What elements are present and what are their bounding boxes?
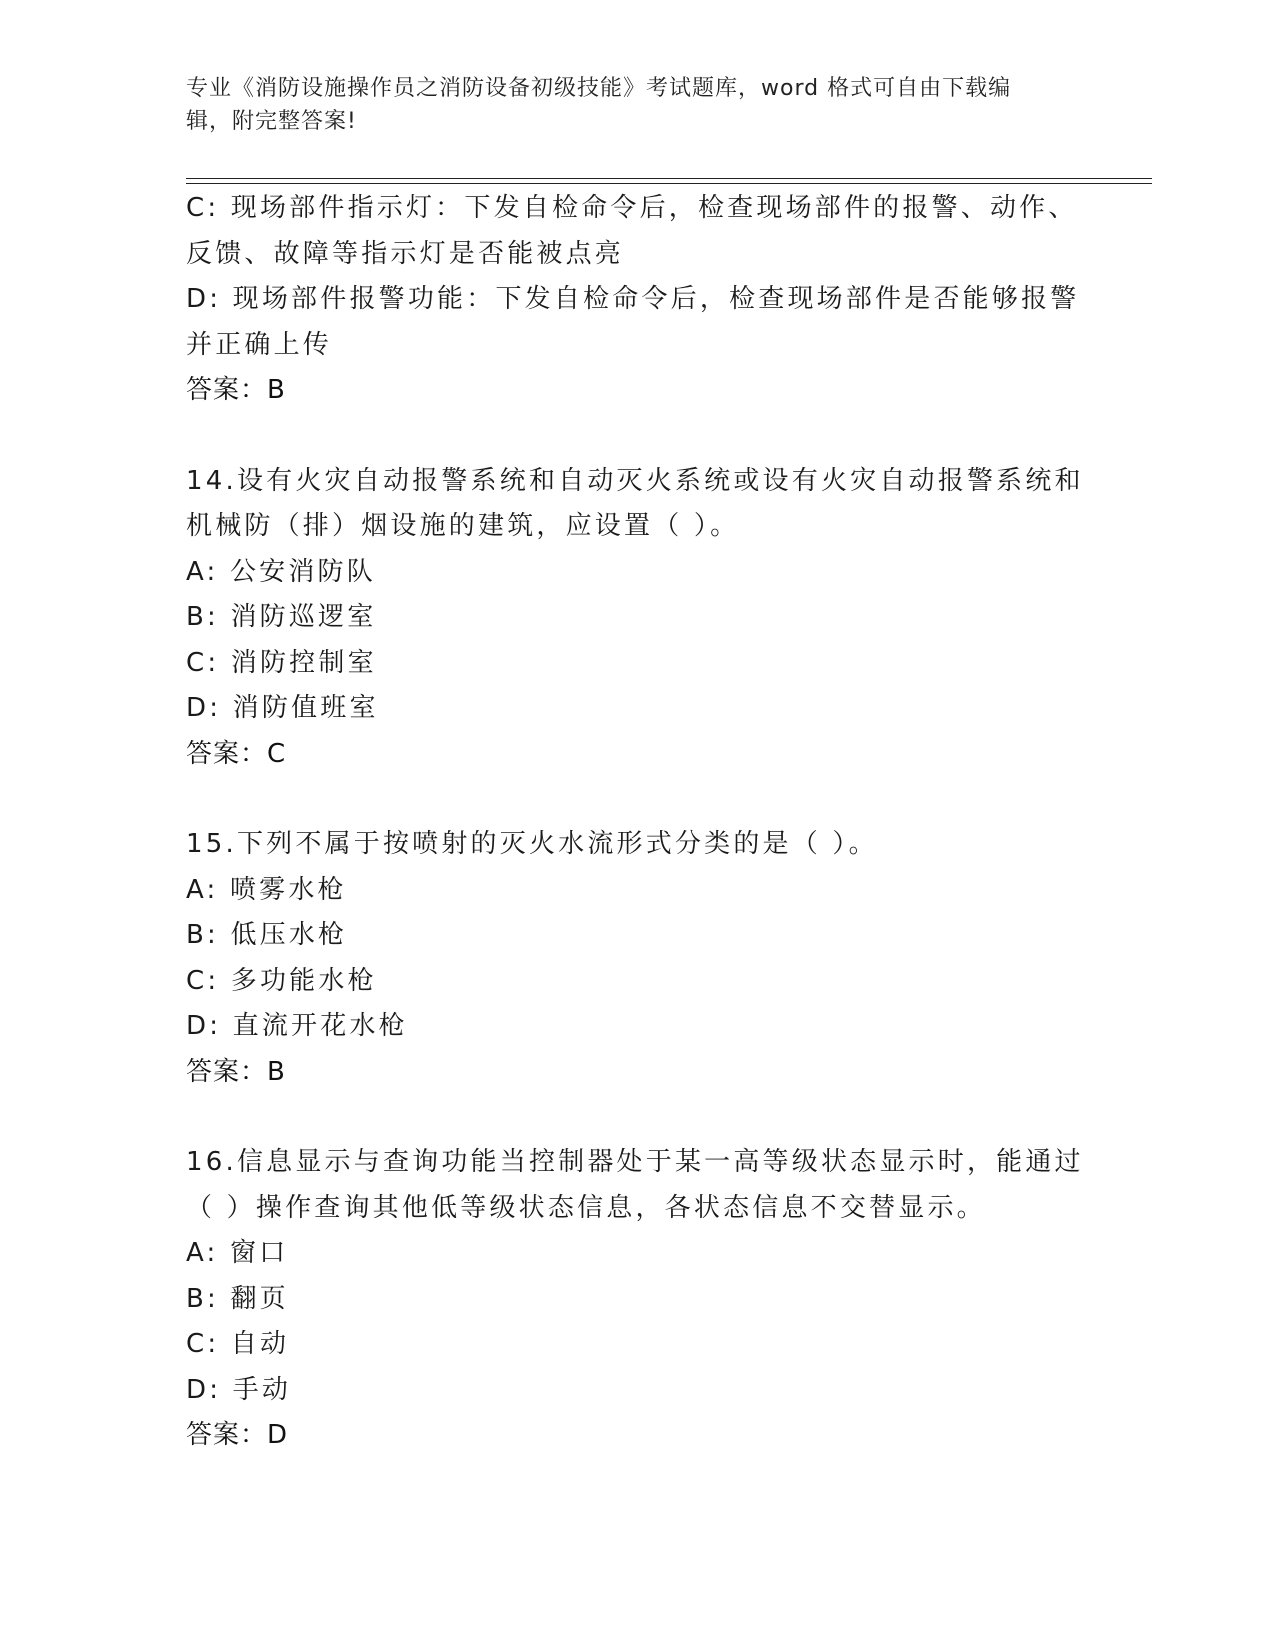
option-b: B: 低压水枪 — [186, 920, 348, 950]
spacer — [186, 414, 1086, 459]
option-d: D: 手动 — [186, 1374, 292, 1405]
question-stem-line-2: （ ）操作查询其他低等级状态信息，各状态信息不交替显示。 — [186, 1192, 986, 1223]
answer: 答案：C — [186, 738, 287, 769]
option-d-line-1: D: 现场部件报警功能：下发自检命令后，检查现场部件是否能够报警 — [186, 284, 1080, 314]
option-d: D: 消防值班室 — [186, 693, 379, 723]
spacer — [186, 777, 1086, 822]
question-stem-line-2: 机械防（排）烟设施的建筑，应设置（ ）。 — [186, 511, 740, 541]
option-d-line-2: 并正确上传 — [186, 329, 333, 360]
answer: 答案：B — [186, 1056, 286, 1087]
option-c: C: 自动 — [186, 1329, 290, 1359]
question-stem-line-1: 16.信息显示与查询功能当控制器处于某一高等级状态显示时，能通过 — [186, 1147, 1084, 1177]
option-c-line-1: C: 现场部件指示灯：下发自检命令后，检查现场部件的报警、动作、 — [186, 193, 1078, 223]
option-a: A: 喷雾水枪 — [186, 874, 347, 905]
header-rule-top — [186, 178, 1152, 179]
document-header — [186, 72, 1066, 138]
question-stem-line-1: 14.设有火灾自动报警系统和自动灭火系统或设有火灾自动报警系统和 — [186, 465, 1084, 496]
question-15 — [186, 822, 1086, 1095]
option-b: B: 消防巡逻室 — [186, 602, 377, 632]
header-line-1: 专业《消防设施操作员之消防设备初级技能》考试题库，word 格式可自由下载编 — [186, 76, 1012, 101]
option-c: C: 消防控制室 — [186, 647, 377, 678]
option-a: A: 窗口 — [186, 1238, 289, 1268]
question-14 — [186, 459, 1086, 778]
question-stem-line-1: 15.下列不属于按喷射的灭火水流形式分类的是（ ）。 — [186, 829, 878, 859]
answer: 答案：B — [186, 375, 286, 405]
header-rule-bottom — [186, 183, 1152, 184]
question-16 — [186, 1140, 1086, 1459]
answer: 答案：D — [186, 1420, 289, 1450]
header-line-2: 辑，附完整答案! — [186, 109, 357, 134]
option-a: A: 公安消防队 — [186, 556, 376, 587]
option-c: C: 多功能水枪 — [186, 965, 377, 996]
question-13-tail — [186, 186, 1086, 414]
option-b: B: 翻页 — [186, 1283, 289, 1314]
spacer — [186, 1095, 1086, 1140]
option-c-line-2: 反馈、故障等指示灯是否能被点亮 — [186, 238, 625, 269]
option-d: D: 直流开花水枪 — [186, 1011, 408, 1041]
question-list — [186, 186, 1086, 1459]
